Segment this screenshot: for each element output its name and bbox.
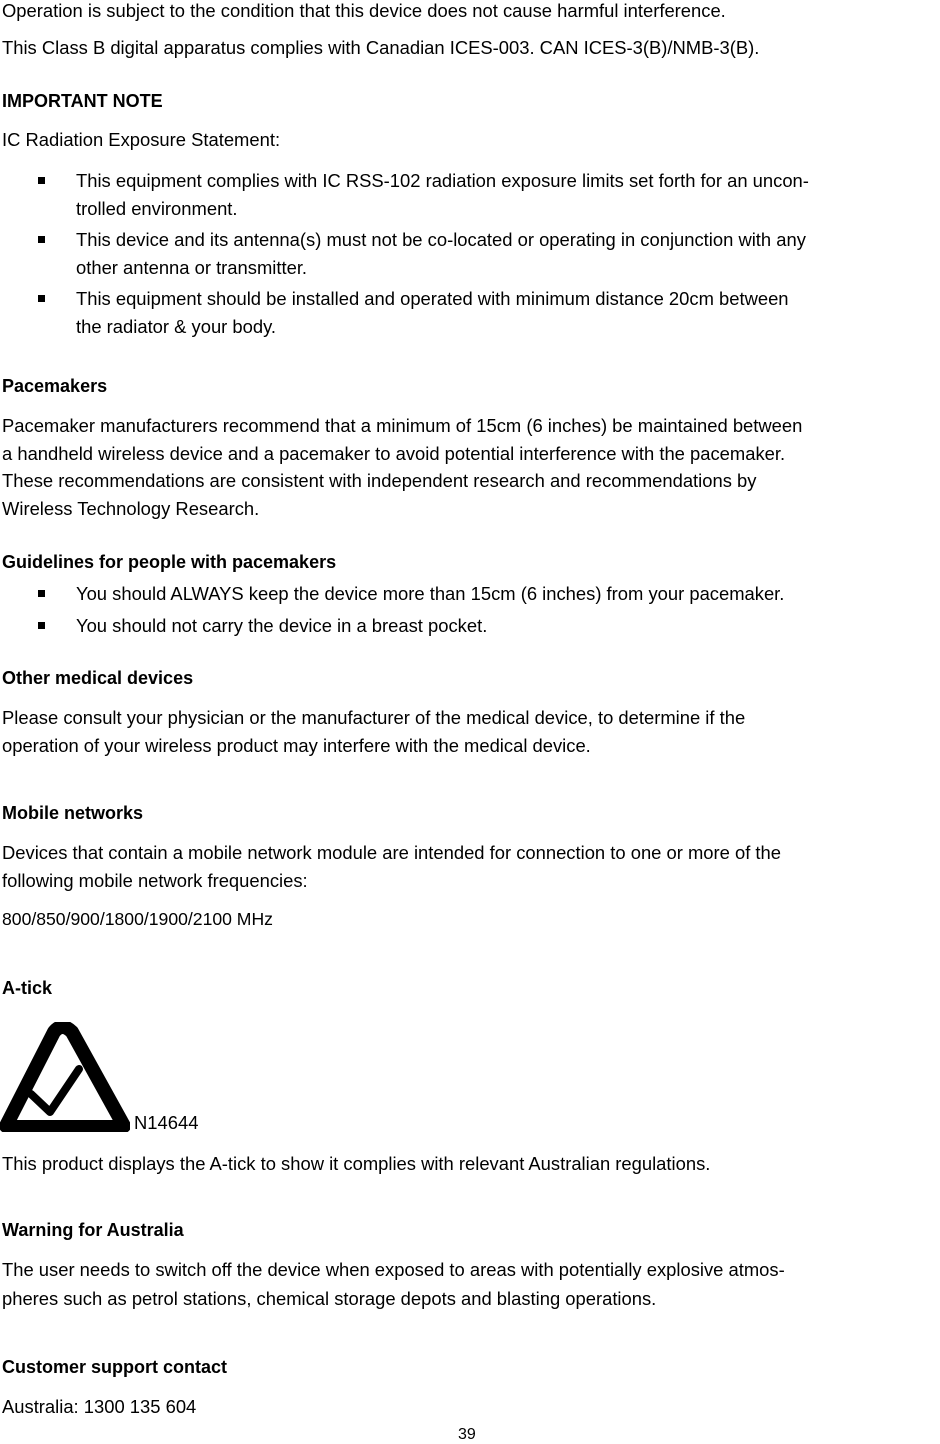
guidelines-bullet-2: You should not carry the device in a breast pocket. <box>76 615 488 636</box>
pacemakers-line-2: a handheld wireless device and a pacemaker to avoid potential interference with the pacemaker. <box>2 443 786 464</box>
bullet-icon <box>38 295 45 302</box>
bullet-icon <box>38 236 45 243</box>
important-note-heading: IMPORTANT NOTE <box>2 91 163 111</box>
pacemakers-line-4: Wireless Technology Research. <box>2 498 260 519</box>
warning-australia-heading: Warning for Australia <box>2 1220 184 1240</box>
pacemakers-line-1: Pacemaker manufacturers recommend that a minimum of 15cm (6 inches) be maintained between <box>2 415 803 436</box>
ic-bullet-3-line-2: the radiator & your body. <box>76 316 277 337</box>
mobile-networks-line-2: following mobile network frequencies: <box>2 870 308 891</box>
a-tick-logo-icon <box>0 1022 130 1132</box>
other-medical-line-2: operation of your wireless product may interfere with the medical device. <box>2 735 591 756</box>
bullet-icon <box>38 590 45 597</box>
atick-number: N14644 <box>134 1112 199 1133</box>
intro-line-2: This Class B digital apparatus complies with Canadian ICES-003. CAN ICES-3(B)/NMB-3(B). <box>2 37 760 58</box>
ic-bullet-3-line-1: This equipment should be installed and operated with minimum distance 20cm between <box>76 288 789 309</box>
page-number: 39 <box>458 1426 476 1443</box>
ic-bullet-1-line-1: This equipment complies with IC RSS-102 radiation exposure limits set forth for an uncon- <box>76 170 809 191</box>
warning-australia-line-2: pheres such as petrol stations, chemical storage depots and blasting operations. <box>2 1288 657 1309</box>
other-medical-heading: Other medical devices <box>2 668 194 688</box>
customer-support-heading: Customer support contact <box>2 1357 228 1377</box>
ic-bullet-2-line-1: This device and its antenna(s) must not be co-located or operating in conjunction with any <box>76 229 806 250</box>
ic-radiation-subheading: IC Radiation Exposure Statement: <box>2 129 281 150</box>
pacemakers-heading: Pacemakers <box>2 376 108 396</box>
atick-text: This product displays the A-tick to show it complies with relevant Australian regulations. <box>2 1153 711 1174</box>
atick-heading: A-tick <box>2 978 53 998</box>
ic-bullet-2-line-2: other antenna or transmitter. <box>76 257 308 278</box>
intro-line-1: Operation is subject to the condition that this device does not cause harmful interference. <box>2 0 726 21</box>
bullet-icon <box>38 177 45 184</box>
mobile-networks-line-1: Devices that contain a mobile network module are intended for connection to one or more of the <box>2 842 781 863</box>
guidelines-bullet-1: You should ALWAYS keep the device more than 15cm (6 inches) from your pacemaker. <box>76 583 785 604</box>
bullet-icon <box>38 622 45 629</box>
pacemakers-line-3: These recommendations are consistent with independent research and recommendations by <box>2 470 757 491</box>
other-medical-line-1: Please consult your physician or the manufacturer of the medical device, to determine if the <box>2 707 746 728</box>
warning-australia-line-1: The user needs to switch off the device when exposed to areas with potentially explosive atmos- <box>2 1259 785 1280</box>
customer-support-line: Australia: 1300 135 604 <box>2 1396 197 1417</box>
mobile-networks-heading: Mobile networks <box>2 803 144 823</box>
guidelines-heading: Guidelines for people with pacemakers <box>2 552 337 572</box>
mobile-frequencies: 800/850/900/1800/1900/2100 MHz <box>2 909 273 929</box>
ic-bullet-1-line-2: trolled environment. <box>76 198 238 219</box>
